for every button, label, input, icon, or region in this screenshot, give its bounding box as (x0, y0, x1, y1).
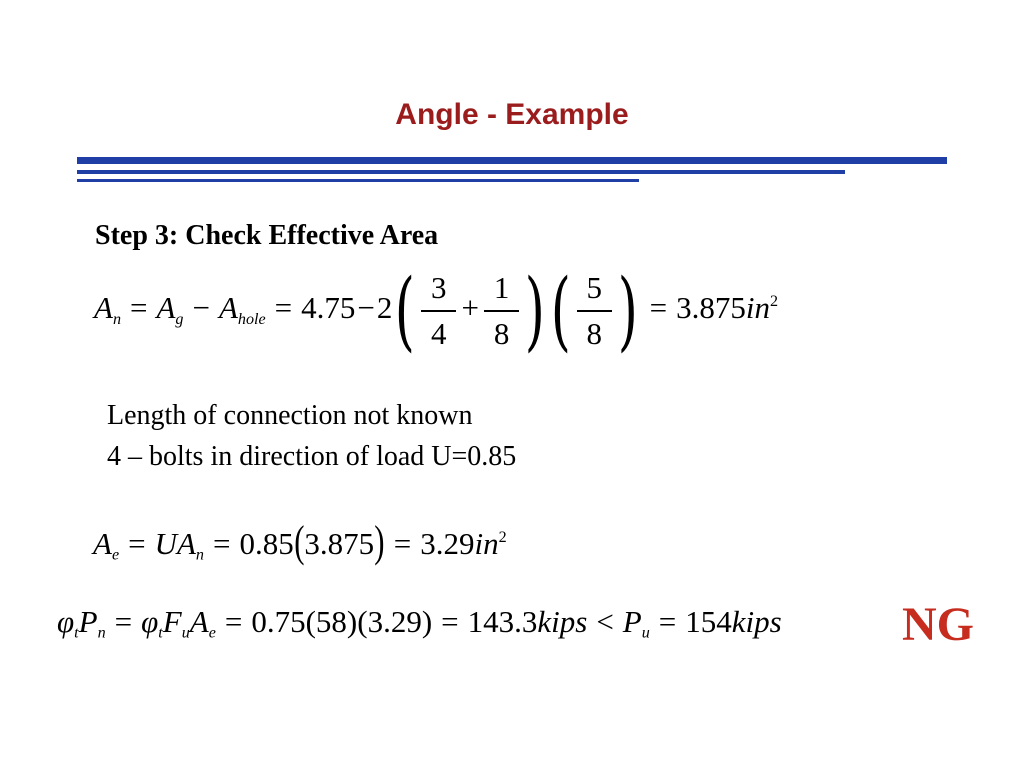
net-area-value: 3.875 (304, 526, 375, 561)
net-area-subscript-2: n (195, 546, 204, 564)
nominal-strength-subscript: n (97, 624, 106, 642)
area-unit-exponent: 2 (769, 293, 779, 311)
phi-subscript-2: t (158, 624, 163, 642)
verdict-badge: NG (902, 598, 974, 651)
demand-value: 154 (685, 604, 732, 639)
shear-lag-value: 0.85 (239, 526, 294, 561)
phi-symbol-2: φ (141, 604, 159, 639)
step-heading: Step 3: Check Effective Area (95, 220, 439, 251)
nominal-strength-symbol: P (78, 604, 98, 639)
net-area-symbol: A (94, 290, 113, 326)
gross-area-subscript: g (175, 310, 184, 328)
capacity-value: 143.3 (467, 604, 538, 639)
required-strength-symbol: P (622, 604, 642, 639)
area-unit-2: in (474, 526, 499, 561)
title-rule-long (77, 157, 947, 164)
bolt-count: 2 (376, 290, 393, 326)
tensile-strength-symbol: F (162, 604, 182, 639)
fraction-hole-allowance: $\frac{1}{8}$ (484, 270, 520, 351)
gross-area-value: 4.75 (301, 290, 356, 326)
note-bolts-direction: 4 – bolts in direction of load U=0.85 (107, 441, 517, 472)
hole-area-symbol: A (218, 290, 238, 326)
net-area-result: 3.875 (676, 290, 746, 326)
fraction-thickness: $\frac{5}{8}$ (577, 270, 613, 351)
required-strength-subscript: u (641, 624, 650, 642)
net-area-symbol-2: A (176, 526, 196, 561)
gross-area-symbol: A (156, 290, 176, 326)
phi-subscript: t (74, 624, 79, 642)
fraction-bolt-diameter: $\frac{3}{4}$ (421, 270, 457, 351)
effective-area-symbol-2: A (189, 604, 209, 639)
effective-area-symbol: A (93, 526, 112, 561)
effective-area-subscript: e (111, 546, 120, 564)
area-unit-exponent-2: 2 (498, 528, 507, 546)
effective-area-equation: $A_e = UA_n = 0.85(3.875) = 3.29in^2$ (93, 517, 507, 566)
effective-area-result: 3.29 (420, 526, 475, 561)
rupture-capacity-equation: $\varphi_tP_n = \varphi_tF_uA_e = 0.75(58)(3.29)$ = 143.3kips < $P_u$ = 154kips (57, 604, 782, 642)
demand-unit: kips (731, 604, 782, 639)
slide-title: Angle - Example (395, 98, 629, 131)
note-connection-length: Length of connection not known (107, 400, 473, 431)
title-rule-medium (77, 170, 845, 174)
tensile-strength-subscript: u (181, 624, 190, 642)
area-unit: in (745, 290, 770, 326)
hole-area-subscript: hole (237, 310, 266, 328)
net-area-equation: $A_n = A_g - A_{hole} = 4.75-2$( $\frac{3}{4}$ + $\frac{1}{8}$ )( $\frac{5}{8}$ ) = $3.875in^2$ (94, 261, 779, 361)
title-rule-short (77, 179, 639, 182)
capacity-product: 0.75(58)(3.29) (251, 604, 433, 639)
shear-lag-factor-symbol: U (154, 526, 177, 561)
capacity-unit: kips (537, 604, 588, 639)
net-area-subscript: n (112, 310, 121, 328)
phi-symbol: φ (57, 604, 75, 639)
effective-area-subscript-2: e (208, 624, 216, 642)
